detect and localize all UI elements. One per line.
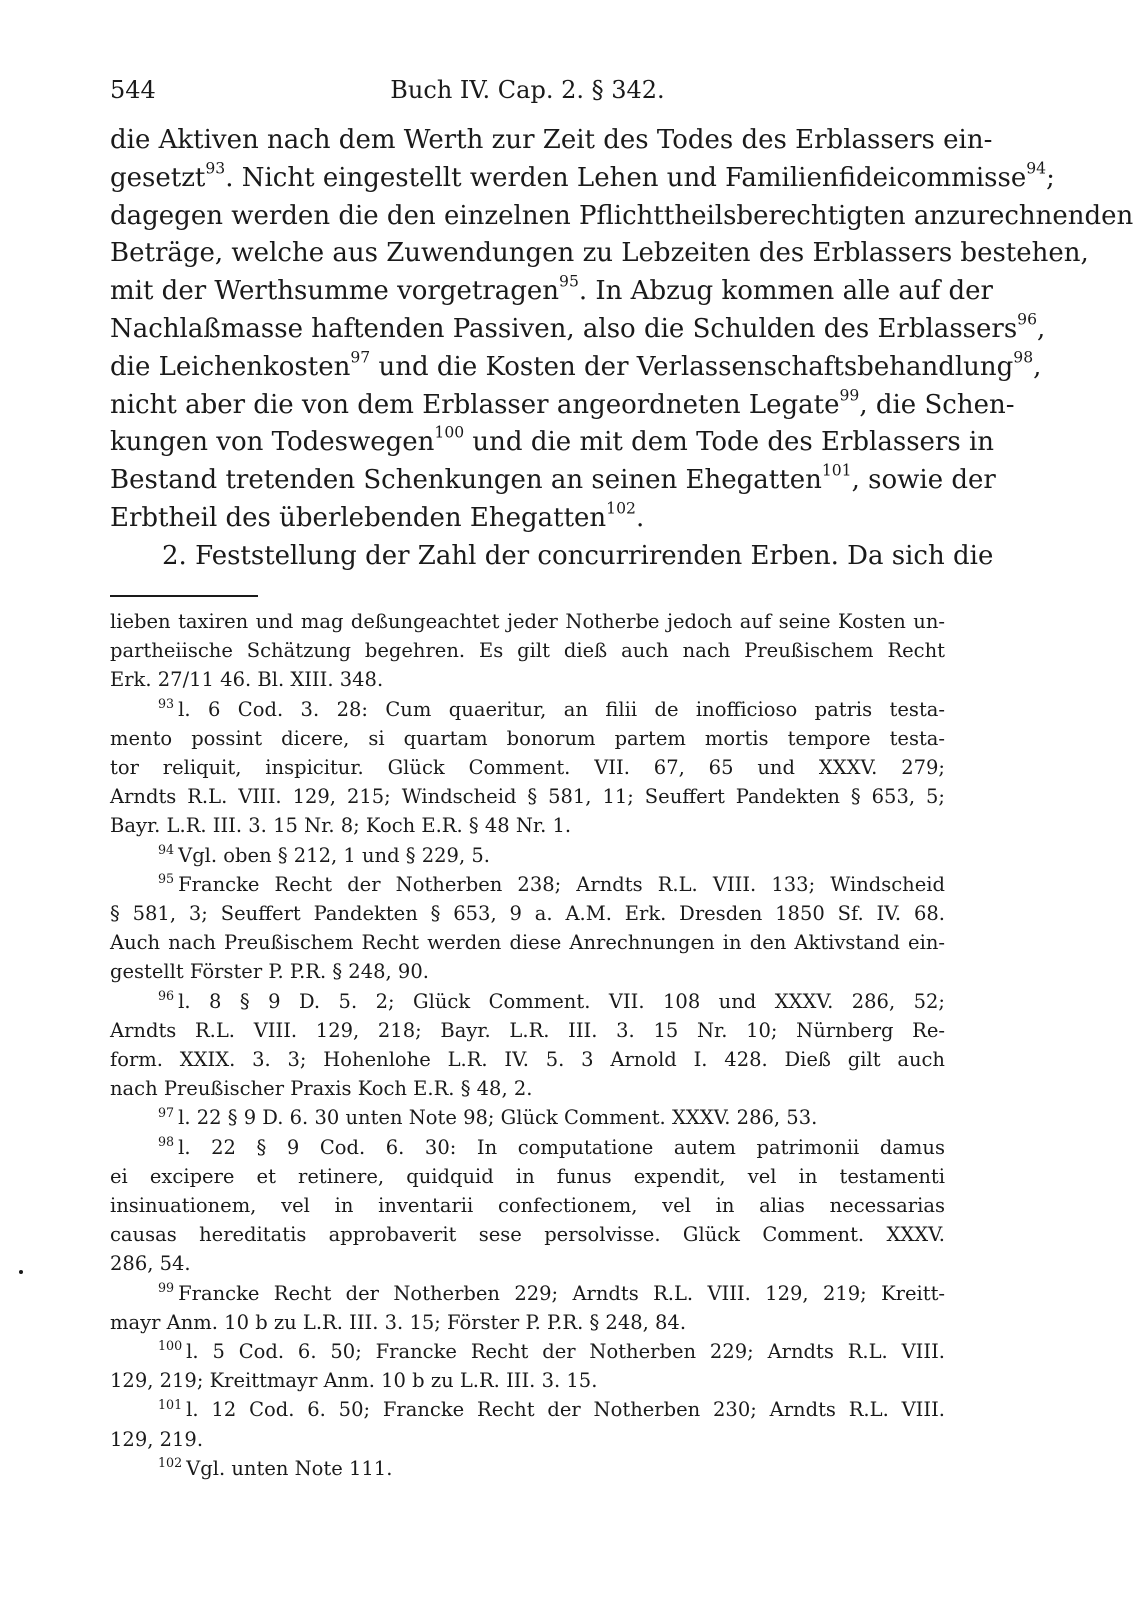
footnote-text: mayr Anm. 10 b zu L.R. III. 3. 15; Förster P. P.R. § 248, 84. — [110, 1310, 687, 1334]
footnote-text: Vgl. oben § 212, 1 und § 229, 5. — [178, 843, 490, 867]
footnote-text: l. 22 § 9 D. 6. 30 unten Note 98; Glück Comment. XXXV. 286, 53. — [178, 1106, 818, 1130]
text-line — [110, 198, 1133, 236]
text-line — [110, 461, 996, 500]
text-line — [110, 272, 993, 311]
footnote-line — [110, 1016, 945, 1045]
text-segment: . In Abzug kommen alle auf der — [578, 276, 993, 307]
footnote-line — [110, 1133, 945, 1162]
footnotes — [110, 607, 945, 1483]
footnote-text: Francke Recht der Notherben 238; Arndts R.L. VIII. 133; Windscheid — [178, 872, 945, 896]
text-segment: mit der Werthsumme vorgetragen — [110, 276, 560, 307]
footnote-number: 95 — [158, 871, 175, 887]
text-line — [110, 235, 1089, 273]
footnote-text: l. 12 Cod. 6. 50; Francke Recht der Notherben 230; Arndts R.L. VIII. — [186, 1398, 945, 1422]
footnote-text: Vgl. unten Note 111. — [186, 1456, 393, 1480]
footnote-line — [110, 1045, 945, 1074]
footnote-line — [110, 870, 945, 899]
text-segment: gesetzt — [110, 162, 206, 193]
footnote-text: insinuationem, vel in inventarii confectionem, vel in alias necessarias — [110, 1194, 945, 1218]
text-segment: die Leichenkosten — [110, 351, 351, 382]
text-segment: , die Schen- — [859, 389, 1015, 420]
running-head — [110, 72, 945, 112]
footnote-line — [110, 1074, 945, 1103]
footnote-line — [110, 636, 945, 665]
footnote-text: § 581, 3; Seuffert Pandekten § 653, 9 a. A.M. Erk. Dresden 1850 Sf. IV. 68. — [110, 902, 945, 926]
footnote-text: Erk. 27/11 46. Bl. XIII. 348. — [110, 668, 384, 692]
footnote-text: Bayr. L.R. III. 3. 15 Nr. 8; Koch E.R. § 48 Nr. 1. — [110, 814, 572, 838]
footnote-number: 101 — [158, 1396, 183, 1412]
footnote-text: form. XXIX. 3. 3; Hohenlohe L.R. IV. 5. 3 Arnold I. 428. Dieß gilt auch — [110, 1048, 945, 1072]
footnote-text: mento possint dicere, si quartam bonorum partem mortis tempore testa- — [110, 726, 945, 750]
text-segment: . Nicht eingestellt werden Lehen und Familienfideicommisse — [225, 162, 1027, 193]
footnote-reference: 101 — [821, 461, 852, 480]
footnote-line — [110, 1366, 945, 1395]
text-segment: Bestand tretenden Schenkungen an seinen Ehegatten — [110, 465, 822, 496]
text-line — [110, 159, 1055, 198]
footnote-reference: 98 — [1013, 348, 1034, 367]
footnote-text: Auch nach Preußischem Recht werden diese Anrechnungen in den Aktivstand ein- — [110, 931, 945, 955]
page-number: 544 — [110, 76, 156, 104]
running-title: Buch IV. Cap. 2. § 342. — [390, 76, 665, 104]
footnote-reference: 97 — [350, 348, 371, 367]
text-line — [110, 122, 993, 160]
footnote-number: 97 — [158, 1104, 175, 1120]
footnote-number: 99 — [158, 1280, 175, 1296]
text-segment: Erbtheil des überlebenden Ehegatten — [110, 502, 607, 533]
footnote-number: 96 — [158, 988, 175, 1004]
text-line — [110, 423, 995, 462]
footnote-line — [110, 665, 945, 694]
footnote-text: partheiische Schätzung begehren. Es gilt dieß auch nach Preußischem Recht — [110, 639, 945, 663]
footnote-number: 100 — [158, 1338, 183, 1354]
footnote-text: lieben taxiren und mag deßungeachtet jeder Notherbe jedoch auf seine Kosten un- — [110, 610, 945, 633]
footnote-reference: 93 — [205, 159, 226, 178]
text-segment: , — [1033, 351, 1042, 382]
footnote-line — [110, 841, 945, 870]
text-line — [110, 500, 945, 538]
text-segment: nicht aber die von dem Erblasser angeordneten Legate — [110, 389, 840, 420]
footnote-line — [110, 1191, 945, 1220]
text-line — [110, 386, 1015, 425]
footnote-reference: 100 — [434, 423, 465, 442]
footnote-text: Arndts R.L. VIII. 129, 218; Bayr. L.R. III. 3. 15 Nr. 10; Nürnberg Re- — [110, 1018, 945, 1042]
footnote-line — [110, 695, 945, 724]
footnote-number: 98 — [158, 1134, 175, 1150]
text-segment: , sowie der — [851, 465, 996, 496]
footnote-text: ei excipere et retinere, quidquid in funus expendit, vel in testamenti — [110, 1164, 945, 1188]
footnote-text: Francke Recht der Notherben 229; Arndts R.L. VIII. 129, 219; Kreitt- — [178, 1281, 945, 1305]
footnote-line — [110, 899, 945, 928]
footnote-reference: 94 — [1026, 159, 1047, 178]
text-line — [110, 538, 994, 576]
text-segment: die Aktiven nach dem Werth zur Zeit des Todes des Erblassers ein- — [110, 125, 993, 155]
footnote-line — [110, 1249, 945, 1278]
main-text — [110, 122, 1133, 576]
footnote-separator — [110, 595, 258, 597]
footnote-reference: 102 — [606, 499, 636, 518]
footnote-line — [110, 957, 945, 986]
footnote-text: l. 6 Cod. 3. 28: Cum quaeritur, an filii de inofficioso patris testa- — [178, 697, 945, 721]
text-segment: dagegen werden die den einzelnen Pflichttheilsberechtigten anzurechnenden — [110, 200, 1133, 231]
footnote-text: l. 22 § 9 Cod. 6. 30: In computatione autem patrimonii damus — [178, 1135, 945, 1159]
footnote-line — [110, 724, 945, 753]
footnote-text: l. 8 § 9 D. 5. 2; Glück Comment. VII. 108 und XXXV. 286, 52; — [178, 989, 945, 1013]
text-segment: ; — [1046, 162, 1055, 193]
footnote-text: 129, 219; Kreittmayr Anm. 10 b zu L.R. III. 3. 15. — [110, 1369, 598, 1393]
ink-speck — [19, 1270, 23, 1274]
footnote-line — [110, 987, 945, 1016]
text-segment: 2. Feststellung der Zahl der concurrirenden Erben. Da sich die — [162, 540, 994, 571]
text-segment: Nachlaßmasse haftenden Passiven, also die Schulden des Erblassers — [110, 313, 1018, 344]
text-line — [110, 348, 1042, 387]
footnote-reference: 95 — [559, 272, 579, 291]
footnote-text: 129, 219. — [110, 1427, 204, 1451]
footnote-line — [110, 1103, 945, 1132]
footnote-text: Arndts R.L. VIII. 129, 215; Windscheid § 581, 11; Seuffert Pandekten § 653, 5; — [110, 785, 945, 809]
footnote-line — [110, 782, 945, 811]
footnote-line — [110, 1220, 945, 1249]
footnote-text: causas hereditatis approbaverit sese persolvisse. Glück Comment. XXXV. — [110, 1223, 945, 1247]
footnote-line — [110, 1162, 945, 1191]
text-segment: kungen von Todeswegen — [110, 427, 435, 458]
text-segment: und die Kosten der Verlassenschaftsbehandlung — [370, 351, 1014, 382]
footnote-line — [110, 753, 945, 782]
text-segment: . — [635, 502, 645, 533]
footnote-line — [110, 1279, 945, 1308]
footnote-line — [110, 811, 945, 840]
text-line — [110, 310, 1046, 349]
footnote-number: 93 — [158, 696, 175, 712]
footnote-text: nach Preußischer Praxis Koch E.R. § 48, 2. — [110, 1077, 533, 1101]
footnote-line — [110, 1395, 945, 1424]
footnote-reference: 96 — [1017, 310, 1037, 329]
footnote-text: l. 5 Cod. 6. 50; Francke Recht der Notherben 229; Arndts R.L. VIII. — [186, 1340, 945, 1364]
footnote-number: 94 — [158, 842, 175, 858]
footnote-line — [110, 1337, 945, 1366]
footnote-line — [110, 1308, 945, 1337]
footnote-line — [110, 1425, 945, 1454]
text-segment: und die mit dem Tode des Erblassers in — [464, 427, 995, 458]
footnote-line — [110, 1454, 945, 1483]
footnote-text: gestellt Förster P. P.R. § 248, 90. — [110, 960, 429, 984]
footnote-text: tor reliquit, inspicitur. Glück Comment. VII. 67, 65 und XXXV. 279; — [110, 756, 945, 780]
text-segment: , — [1037, 313, 1046, 344]
footnote-text: 286, 54. — [110, 1252, 191, 1276]
text-segment: Beträge, welche aus Zuwendungen zu Lebzeiten des Erblassers bestehen, — [110, 238, 1089, 269]
footnote-reference: 99 — [839, 386, 860, 405]
footnote-number: 102 — [158, 1455, 183, 1471]
footnote-line — [110, 607, 945, 636]
footnote-line — [110, 928, 945, 957]
